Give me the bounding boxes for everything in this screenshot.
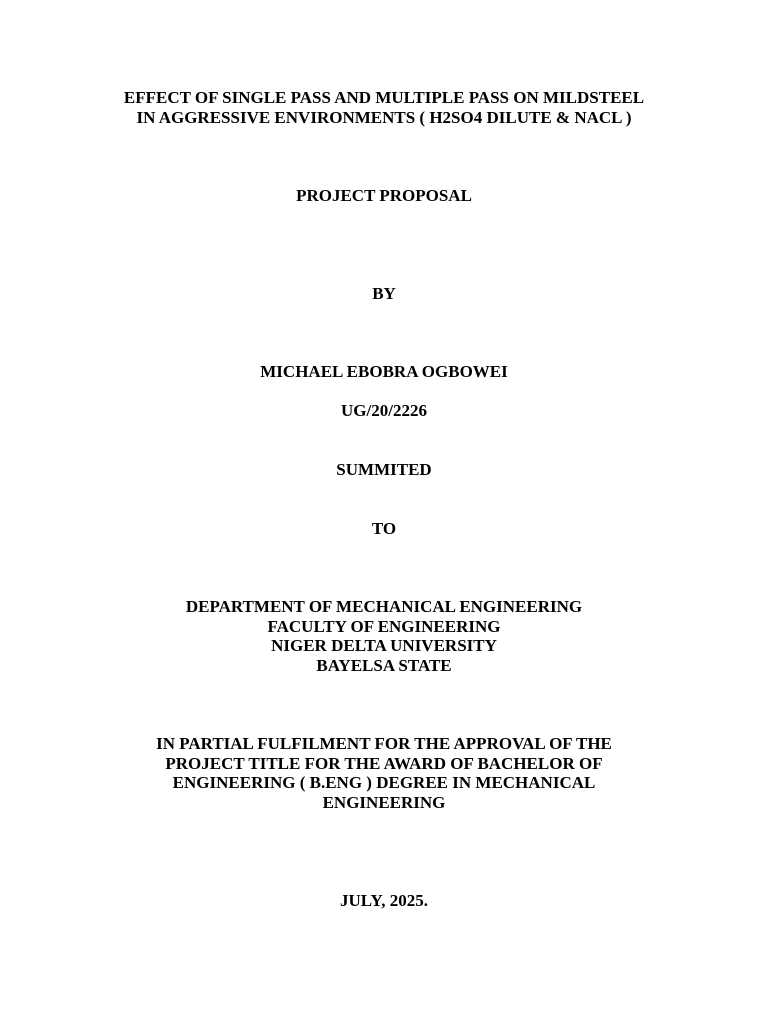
institution-state: BAYELSA STATE <box>316 655 452 675</box>
proposal-label: PROJECT PROPOSAL <box>296 186 472 205</box>
purpose-line-4: ENGINEERING <box>322 792 446 812</box>
submission-date: JULY, 2025. <box>339 891 429 910</box>
purpose-line-3: ENGINEERING ( B.ENG ) DEGREE IN MECHANICAL <box>172 773 596 792</box>
matric-number: UG/20/2226 <box>341 401 427 420</box>
purpose-line-2: PROJECT TITLE FOR THE AWARD OF BACHELOR OF <box>165 753 603 773</box>
institution-department: DEPARTMENT OF MECHANICAL ENGINEERING <box>185 597 583 616</box>
author-name: MICHAEL EBOBRA OGBOWEI <box>260 362 508 381</box>
to-label: TO <box>371 519 397 538</box>
submitted-label: SUMMITED <box>336 460 432 479</box>
by-label: BY <box>372 284 396 303</box>
institution-university: NIGER DELTA UNIVERSITY <box>271 636 497 655</box>
purpose-line-1: IN PARTIAL FULFILMENT FOR THE APPROVAL OF THE <box>156 734 612 753</box>
institution-faculty: FACULTY OF ENGINEERING <box>267 616 501 636</box>
title-line-1: EFFECT OF SINGLE PASS AND MULTIPLE PASS ON MILDSTEEL <box>123 88 645 107</box>
title-line-2: IN AGGRESSIVE ENVIRONMENTS ( H2SO4 DILUTE & NACL ) <box>136 107 632 127</box>
